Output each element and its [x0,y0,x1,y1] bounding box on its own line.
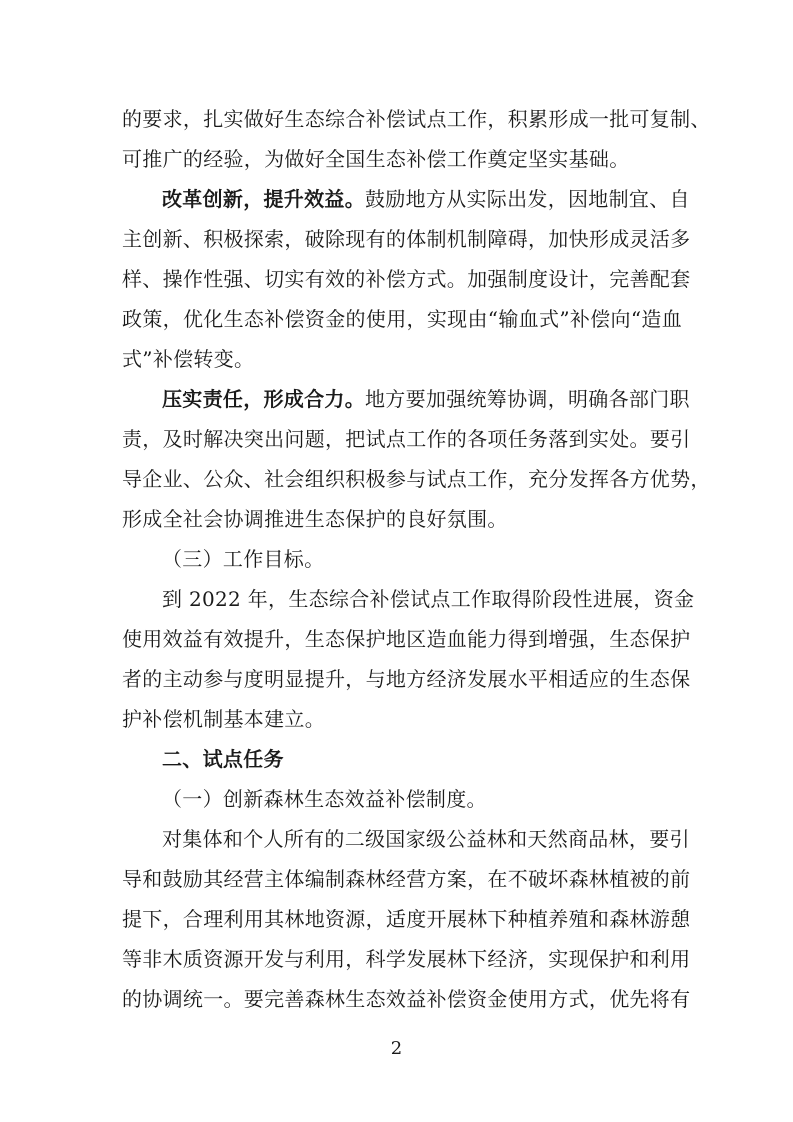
body-text-line: 者的主动参与度明显提升，与地方经济发展水平相适应的生态保 [122,667,691,691]
page-number: 2 [390,1038,403,1059]
body-text-line: 等非木质资源开发与利用，科学发展林下经济，实现保护和利用 [122,947,691,971]
body-text-line: 形成全社会协调推进生态保护的良好氛围。 [122,507,508,531]
paragraph-reform-innovation [162,186,690,212]
body-text-line: 提下，合理利用其林地资源，适度开展林下种植养殖和森林游憩 [122,907,691,931]
section-subheading: （一）创新森林生态效益补偿制度。 [162,787,487,811]
body-text-line: 的协调统一。要完善森林生态效益补偿资金使用方式，优先将有 [122,987,691,1011]
body-text-line: 到 2022 年，生态综合补偿试点工作取得阶段性进展，资金 [162,587,695,611]
body-text-line: 样、操作性强、切实有效的补偿方式。加强制度设计，完善配套 [122,267,691,291]
body-text-line: 对集体和个人所有的二级国家级公益林和天然商品林，要引 [162,827,690,851]
body-text-line: 式”补偿转变。 [122,347,255,371]
paragraph-lead: 改革创新，提升效益。 [162,187,365,211]
body-text-line: 护补偿机制基本建立。 [122,707,325,731]
body-text: 鼓励地方从实际出发，因地制宜、自 [365,187,690,211]
body-text-line: 使用效益有效提升，生态保护地区造血能力得到增强，生态保护 [122,627,691,651]
body-text: 地方要加强统筹协调，明确各部门职 [365,387,690,411]
body-text-line: 主创新、积极探索，破除现有的体制机制障碍，加快形成灵活多 [122,227,691,251]
section-subheading: （三）工作目标。 [162,547,325,571]
body-text-line: 的要求，扎实做好生态综合补偿试点工作，积累形成一批可复制、 [122,107,711,131]
paragraph-lead: 压实责任，形成合力。 [162,387,365,411]
body-text-line: 责，及时解决突出问题，把试点工作的各项任务落到实处。要引 [122,427,691,451]
body-text-line: 导企业、公众、社会组织积极参与试点工作，充分发挥各方优势， [122,467,711,491]
paragraph-responsibility [162,386,690,412]
body-text-line: 可推广的经验，为做好全国生态补偿工作奠定坚实基础。 [122,147,630,171]
body-text-line: 导和鼓励其经营主体编制森林经营方案，在不破坏森林植被的前 [122,867,691,891]
section-heading: 二、试点任务 [162,747,284,771]
body-text-line: 政策，优化生态补偿资金的使用，实现由“输血式”补偿向“造血 [122,307,682,331]
